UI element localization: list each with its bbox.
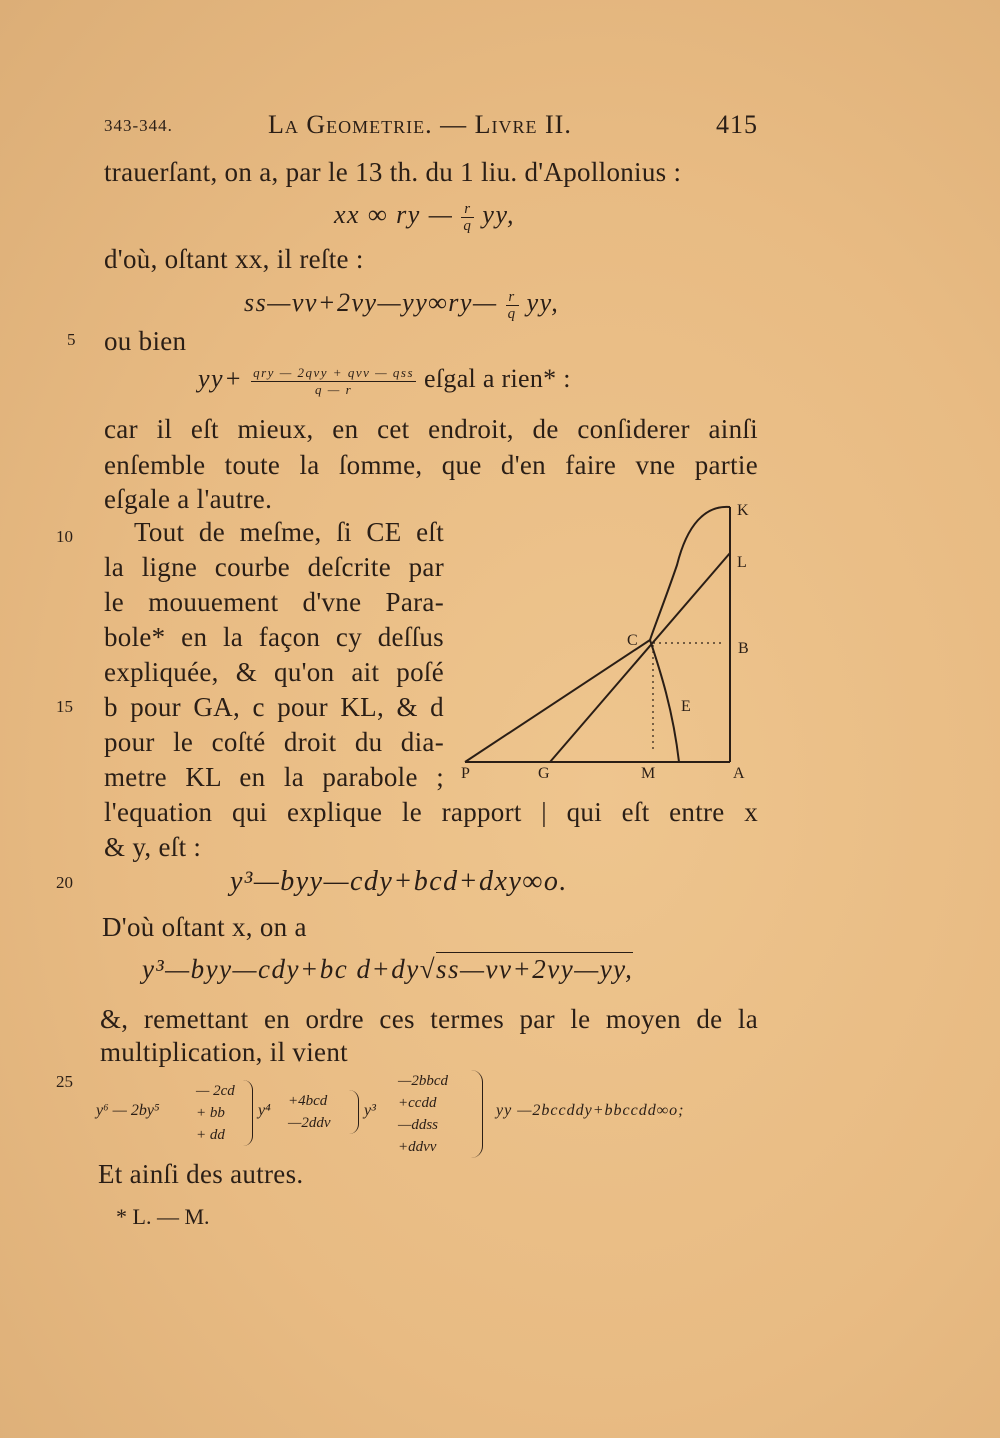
- label-e: E: [681, 698, 691, 715]
- text-line: la ligne courbe deſcrite par: [104, 552, 444, 582]
- header-pages: 343-344.: [104, 116, 173, 135]
- label-k: K: [737, 502, 749, 519]
- text-line: enſemble toute la ſomme, que d'en faire vne partie: [104, 450, 758, 480]
- footnote: * L. — M.: [116, 1204, 210, 1229]
- text-line: le mouuement d'vne Para-: [104, 587, 444, 617]
- text-line: & y, eſt :: [104, 832, 202, 862]
- equation-5: y³—byy—cdy+bc d+dy√ss—vv+2vy—yy,: [142, 954, 634, 984]
- label-g: G: [538, 765, 550, 782]
- label-a: A: [733, 765, 745, 782]
- line-number: 15: [56, 697, 73, 716]
- text-line: &, remettant en ordre ces termes par le moyen de la: [100, 1004, 758, 1034]
- curve-ce: [650, 640, 679, 762]
- line-number: 20: [56, 873, 73, 892]
- text-line: car il eſt mieux, en cet endroit, de conſiderer ainſi: [104, 414, 758, 444]
- equation-1: xx ∞ ry — $\frac{r}{q}$ yy,: [334, 200, 516, 234]
- text-line: bole* en la façon cy deſſus: [104, 622, 444, 652]
- label-b: B: [738, 640, 749, 657]
- equation-2: ss—vv+2vy—yy∞ry— $\frac{r}{q}$ yy,: [244, 288, 560, 322]
- text-line: D'où oſtant x, on a: [102, 912, 307, 942]
- label-m: M: [641, 765, 656, 782]
- text-line: Tout de meſme, ſi CE eſt: [134, 517, 444, 547]
- geometry-figure: [455, 495, 760, 785]
- line-number: 10: [56, 527, 73, 546]
- text-line: trauerſant, on a, par le 13 th. du 1 liu. d'Apollonius :: [104, 157, 682, 187]
- header-title: La Geometrie. — Livre II.: [268, 110, 572, 139]
- text-line: d'où, oſtant xx, il reſte :: [104, 244, 364, 274]
- text-line: ou bien: [104, 326, 187, 356]
- line-number: 25: [56, 1072, 73, 1091]
- text-line: eſgale a l'autre.: [104, 484, 273, 514]
- line-lg: [550, 553, 730, 762]
- page-number: 415: [716, 110, 758, 139]
- text-line: expliquée, & qu'on ait poſé: [104, 657, 444, 687]
- text-line: Et ainſi des autres.: [98, 1159, 304, 1189]
- text-line: multiplication, il vient: [100, 1037, 348, 1067]
- label-l: L: [737, 554, 747, 571]
- equation-3: yy+ $\frac{\text{qry — 2qvy + qvv — qss}}{q — r}$ eſgal a rien* :: [198, 364, 571, 397]
- label-c: C: [627, 632, 638, 649]
- parabola: [650, 507, 730, 640]
- text-line: l'equation qui explique le rapport | qui eſt entre x: [104, 797, 758, 827]
- line-number: 5: [67, 330, 76, 349]
- text-line: pour le coſté droit du dia-: [104, 727, 444, 757]
- label-p: P: [461, 765, 470, 782]
- text-line: b pour GA, c pour KL, & d: [104, 692, 444, 722]
- equation-4: y³—byy—cdy+bcd+dxy∞o.: [230, 866, 568, 897]
- line-pc: [465, 640, 650, 762]
- text-line: metre KL en la parabole ;: [104, 762, 444, 792]
